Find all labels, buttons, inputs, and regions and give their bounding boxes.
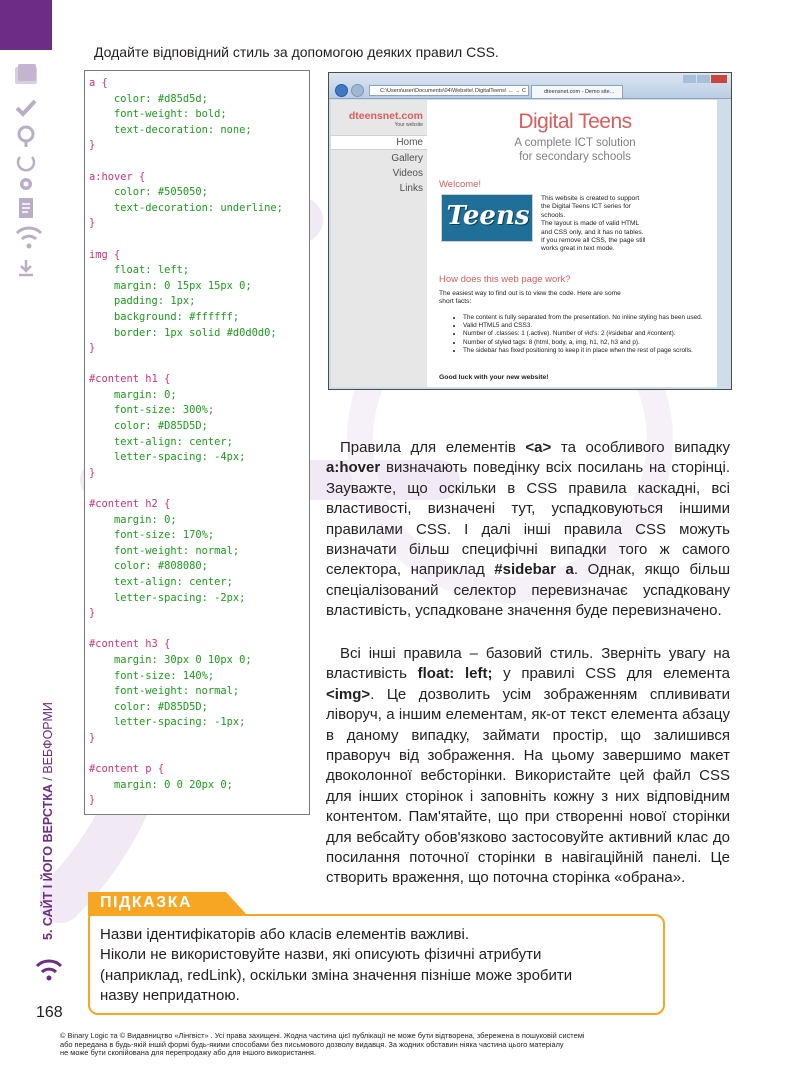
- demo-good-luck: Good luck with your new website!: [439, 374, 549, 381]
- demo-h1: Digital Teens: [518, 110, 632, 133]
- css-declaration: color: #505050;: [89, 186, 208, 199]
- css-declaration: font-size: 170%;: [89, 529, 215, 542]
- hint-line: назву непридатною.: [100, 987, 240, 1005]
- hint-line: (наприклад, redLink), оскільки зміна значення пізніше може зробити: [100, 966, 573, 984]
- list-item: • Number of styled tags: 8 (html, body, a, img, h1, h2, h3 and p).: [463, 339, 709, 347]
- css-close-brace: }: [89, 731, 96, 744]
- download-icon: [14, 256, 38, 280]
- paragraph-2: Всі інші правила – базовий стиль. Зверніть увагу на властивість float: left; у правилі CSS для елемента <img>. Це дозволить усім зображенням сплививати ліворуч, а іншим елементам, як-от текст елемента абзацу в даному випадку, займати простір, що залишився праворуч від зображення. На цьому завершимо макет двоколонної вебсторінки. Використайте цей файл CSS для інших сторінок і заповніть кожну з них відповідним контентом. Пам'ятайте, що при створенні нової сторінки для вебсайту обов'язково застосовуйте активний клас до посилання поточної сторінки в навігаційній панелі. Це створить враження, що поточна сторінка «обрана».: [326, 645, 731, 887]
- list-item: • The sidebar has fixed positioning to keep it in place when the rest of page scrolls.: [463, 347, 709, 355]
- css-declaration: margin: 30px 0 10px 0;: [89, 653, 252, 666]
- demo-content: [439, 100, 711, 387]
- css-declaration: margin: 0 15px 15px 0;: [89, 279, 252, 292]
- hint-label: ПІДКАЗКА: [100, 894, 193, 911]
- css-selector: #content p {: [89, 763, 165, 776]
- hint-line: Назви ідентифікаторів або класів елементів важливі.: [100, 926, 470, 943]
- css-selector: img {: [89, 248, 121, 261]
- demo-intro-text: This website is created to support the Digital Teens ICT series for schools. The layout is made of valid HTML and CSS only, and it has no tables. If you remove all CSS, the page still works great in text mode.: [541, 195, 646, 253]
- css-declaration: color: #D85D5D;: [89, 700, 208, 713]
- css-declaration: margin: 0;: [89, 513, 177, 526]
- check-icon: [14, 96, 38, 120]
- gear-icon: [14, 172, 38, 196]
- css-declaration: text-decoration: underline;: [89, 201, 283, 214]
- css-selector: a {: [89, 77, 108, 89]
- css-close-brace: }: [89, 217, 96, 230]
- demo-brand: dteensnet.com: [348, 110, 423, 122]
- css-close-brace: }: [89, 794, 96, 807]
- demo-brand-sub: Your website: [394, 122, 423, 128]
- teens-logo: Teens: [441, 194, 533, 242]
- css-declaration: color: #D85D5D;: [89, 420, 208, 433]
- window-controls: [683, 75, 727, 84]
- css-declaration: font-size: 140%;: [89, 669, 215, 682]
- chapter-tab: [0, 0, 52, 50]
- css-declaration: letter-spacing: -4px;: [89, 451, 246, 464]
- list-item: • The content is fully separated from the presentation. No inline styling has been used.: [463, 314, 709, 322]
- css-declaration: padding: 1px;: [89, 295, 196, 308]
- forward-icon: [351, 84, 364, 97]
- css-declaration: font-weight: bold;: [89, 108, 227, 121]
- demo-h2-line2: for secondary schools: [519, 151, 631, 163]
- css-close-brace: }: [89, 139, 96, 152]
- demo-h2-line1: A complete ICT solution: [514, 137, 636, 149]
- css-close-brace: }: [89, 607, 96, 620]
- search-icon: [14, 124, 38, 148]
- demo-facts-list: [453, 314, 709, 355]
- css-declaration: color: #808080;: [89, 560, 208, 573]
- css-declaration: color: #d85d5d;: [89, 92, 208, 105]
- demo-nav-home: Home: [396, 137, 423, 148]
- browser-toolbar: [329, 73, 731, 99]
- list-item: • Number of .classes: 1 (.active). Number of #id's: 2 (#sidebar and #content).: [463, 330, 709, 338]
- refresh-icon: [14, 150, 38, 174]
- demo-how-heading: How does this web page work?: [439, 274, 571, 285]
- css-close-brace: }: [89, 466, 96, 479]
- list-item: • Valid HTML5 and CSS3.: [463, 322, 709, 330]
- css-declaration: font-weight: normal;: [89, 544, 240, 557]
- code-listing: [84, 70, 310, 815]
- css-declaration: float: left;: [89, 264, 190, 277]
- browser-tab: dteensnet.com - Demo site...: [531, 85, 623, 98]
- demo-nav-gallery: Gallery: [391, 153, 423, 164]
- css-declaration: font-weight: normal;: [89, 685, 240, 698]
- hint-line: Ніколи не використовуйте назви, які описують фізичні атрибути: [100, 946, 542, 964]
- css-selector: #content h2 {: [89, 498, 171, 511]
- css-declaration: text-decoration: none;: [89, 123, 252, 136]
- css-declaration: text-align: center;: [89, 435, 233, 448]
- css-declaration: margin: 0;: [89, 388, 177, 401]
- css-code: [89, 76, 283, 809]
- demo-welcome: Welcome!: [439, 179, 482, 190]
- chapter-title: 5. САЙТ І ЙОГО ВЕРСТКА / ВЕБФОРМИ: [41, 702, 55, 940]
- demo-nav-videos: Videos: [392, 168, 423, 179]
- wifi-icon: [14, 224, 44, 250]
- address-bar: C:\Users\user\Documents\04\Website\ DigitalTeens\ ← → C: [369, 85, 529, 96]
- demo-how-text: The easiest way to find out is to view the code. Here are some short facts:: [439, 290, 621, 306]
- intro-text: Додайте відповідний стиль за допомогою деяких правил CSS.: [94, 44, 499, 60]
- hint-box: [88, 914, 665, 1015]
- css-close-brace: }: [89, 342, 96, 355]
- demo-sidebar: [331, 100, 427, 387]
- page-number: 168: [36, 1004, 63, 1021]
- css-selector: a:hover {: [89, 170, 146, 183]
- back-icon: [335, 84, 348, 97]
- css-declaration: border: 1px solid #d0d0d0;: [89, 326, 277, 339]
- css-declaration: letter-spacing: -2px;: [89, 591, 246, 604]
- css-declaration: letter-spacing: -1px;: [89, 716, 246, 729]
- web-page: [331, 100, 717, 387]
- demo-nav-links: Links: [399, 183, 423, 194]
- browser-screenshot: [328, 72, 732, 390]
- css-declaration: text-align: center;: [89, 576, 233, 588]
- css-selector: #content h3 {: [89, 638, 171, 651]
- document-icon: [14, 196, 38, 220]
- css-declaration: margin: 0 0 20px 0;: [89, 778, 233, 791]
- paragraph-1: Правила для елементів <a> та особливого випадку a:hover визначають поведінку всіх посилань на сторінці. Зауважте, що оскільки в CSS правила каскадні, всі властивості, визначені тут, успадковуються іншими правилами CSS. І далі інші правила CSS можуть визначати більш специфічні випадки того ж самого селектора, наприклад #sidebar a. Однак, якщо більш спеціалізований селектор перевизначає успадковану властивість, успадковане значення буде перевизначено.: [326, 439, 730, 620]
- wifi-icon: [34, 958, 64, 982]
- css-declaration: font-size: 300%;: [89, 404, 215, 417]
- css-declaration: background: #ffffff;: [89, 310, 240, 323]
- folder-icon: [14, 62, 38, 86]
- copyright-footer: © Binary Logic та © Видавництво «Лінгвіст» . Усі права захищені. Жодна частина цієї публікації не може бути відтворена, збережена в пошуковій системі або передана в будь-якій іншій формі будь-якими способами без письмового дозволу видавця. За жодних обставин ніяка частина цього матеріалу не може бути скопійована для перепродажу або для іншого використання.: [60, 1031, 585, 1058]
- css-selector: #content h1 {: [89, 373, 171, 386]
